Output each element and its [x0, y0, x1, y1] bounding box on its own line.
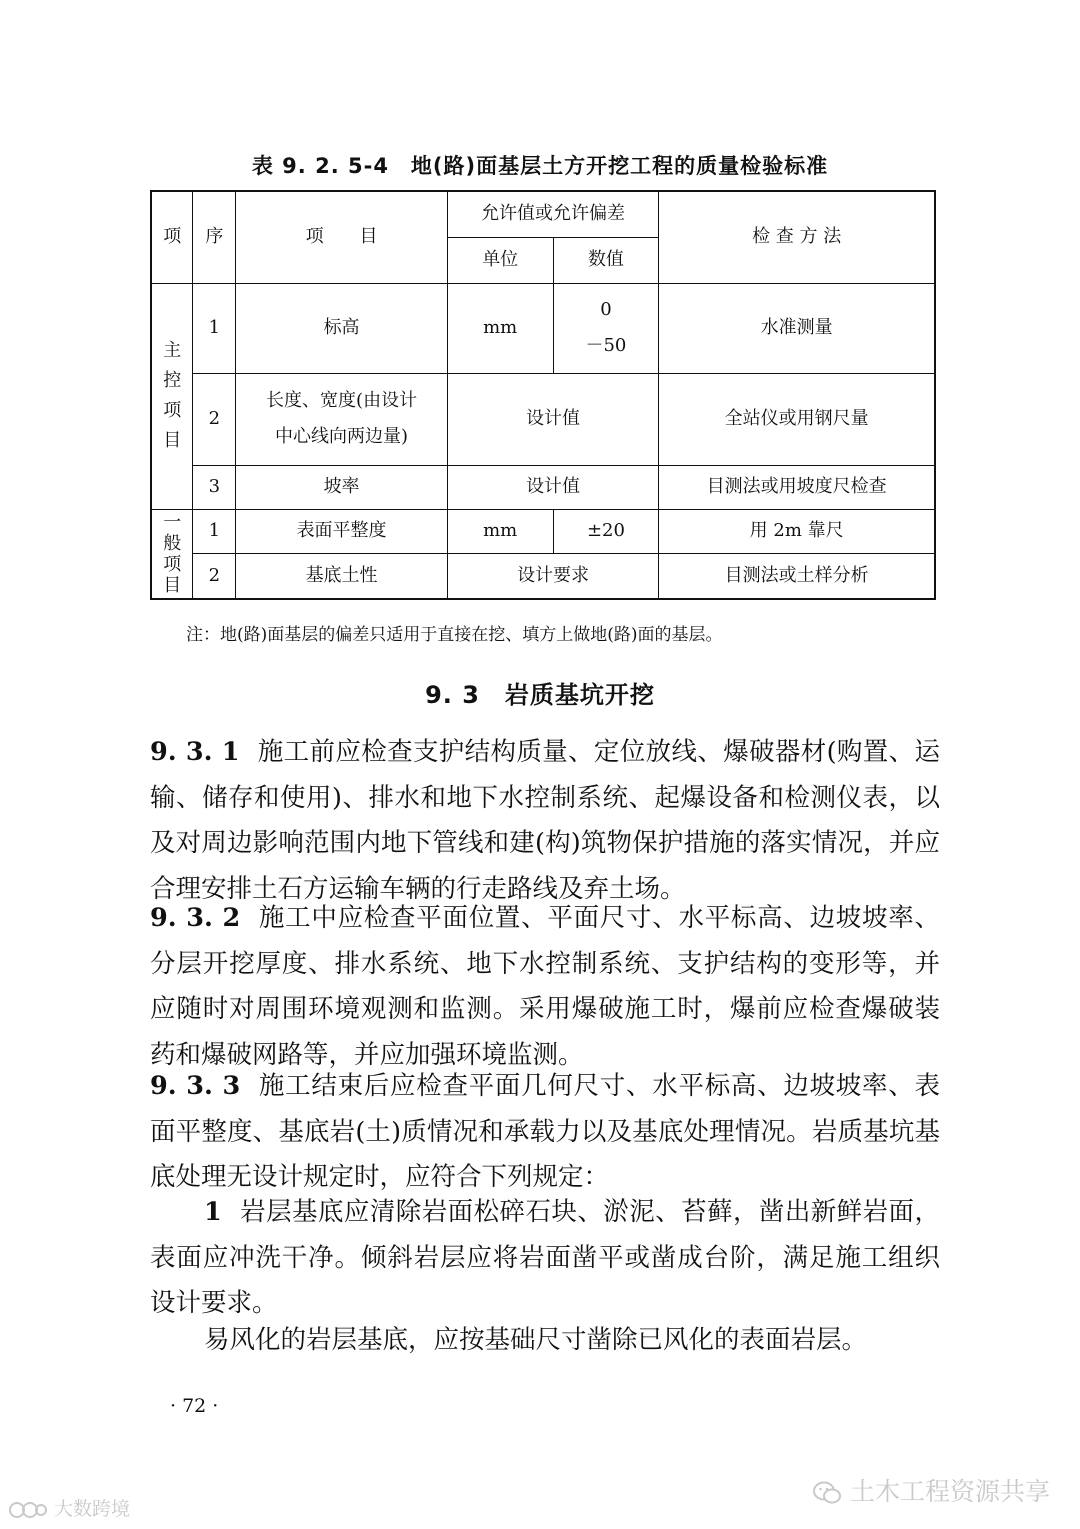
table-cell-item: 坡率 — [236, 465, 448, 509]
item-text: 易风化的岩层基底，应按基础尺寸凿除已风化的表面岩层。 — [204, 1325, 868, 1355]
table-note: 注：地(路)面基层的偏差只适用于直接在挖、填方上做地(路)面的基层。 — [186, 625, 723, 645]
clause-number: 9. 3. 1 — [150, 737, 240, 767]
clause-text: 施工中应检查平面位置、平面尺寸、水平标高、边坡坡率、分层开挖厚度、排水系统、地下水控制系统、支护结构的变形等，并应随时对周围环境观测和监测。采用爆破施工时，爆前应检查爆破装药和爆破网路等，并应加强环境监测。 — [150, 903, 940, 1070]
table-cell-value — [553, 283, 659, 373]
watermark-left-text: 大数跨境 — [54, 1498, 131, 1520]
group-general — [151, 509, 193, 599]
table-cell-method: 用 2m 靠尺 — [659, 509, 935, 553]
table-cell-method: 全站仪或用钢尺量 — [659, 373, 935, 465]
clause-text: 施工结束后应检查平面几何尺寸、水平标高、边坡坡率、表面平整度、基底岩(土)质情况和承载力以及基底处理情况。岩质基坑基底处理无设计规定时，应符合下列规定： — [150, 1071, 940, 1192]
item-text: 岩层基底应清除岩面松碎石块、淤泥、苔藓，凿出新鲜岩面，表面应冲洗干净。倾斜岩层应将岩面凿平或凿成台阶，满足施工组织设计要求。 — [150, 1197, 940, 1318]
paragraph-9-3-1 — [150, 730, 940, 912]
table-cell-method: 水准测量 — [659, 283, 935, 373]
table-cell-seq: 3 — [193, 465, 236, 509]
wechat-icon — [812, 1480, 842, 1506]
watermark-right — [812, 1472, 1050, 1508]
group-main-label: 主控项目 — [163, 340, 182, 451]
table-cell-item: 标高 — [236, 283, 448, 373]
clause-text: 施工前应检查支护结构质量、定位放线、爆破器材(购置、运输、储存和使用)、排水和地下水控制系统、起爆设备和检测仪表，以及对周边影响范围内地下管线和建(构)筑物保护措施的落实情况，并应合理安排土石方运输车辆的行走路线及弃土场。 — [150, 737, 940, 904]
page-number: · 72 · — [170, 1395, 219, 1417]
table-cell-item: 基底土性 — [236, 553, 448, 599]
value-lower: －50 — [585, 335, 627, 356]
header-unit: 单位 — [447, 237, 553, 283]
paragraph-9-3-3 — [150, 1064, 940, 1201]
header-allowance: 允许值或允许偏差 — [447, 191, 659, 237]
clause-number: 9. 3. 2 — [150, 903, 241, 933]
table-title: 表 9. 2. 5-4 地(路)面基层土方开挖工程的质量检验标准 — [251, 154, 829, 178]
item-line-2: 中心线向两边量) — [275, 426, 409, 447]
value-upper: 0 — [600, 299, 612, 320]
table-cell-combined: 设计值 — [447, 373, 659, 465]
table-cell-method: 目测法或用坡度尺检查 — [659, 465, 935, 509]
logo-icon — [8, 1500, 48, 1520]
paragraph-item-1-cont — [150, 1318, 940, 1364]
table-cell-item — [236, 373, 448, 465]
watermark-right-text: 土木工程资源共享 — [849, 1477, 1050, 1506]
header-category: 项 — [151, 191, 193, 283]
paragraph-9-3-2 — [150, 896, 940, 1078]
table-cell-combined: 设计值 — [447, 465, 659, 509]
table-cell-unit: mm — [447, 283, 553, 373]
item-number: 1 — [204, 1197, 222, 1227]
section-title: 9. 3 岩质基坑开挖 — [425, 681, 655, 709]
table-cell-seq: 2 — [193, 553, 236, 599]
header-seq: 序 — [193, 191, 236, 283]
watermark-left — [8, 1494, 130, 1521]
table-cell-item: 表面平整度 — [236, 509, 448, 553]
group-general-label: 一般项目 — [163, 511, 182, 596]
table-cell-combined: 设计要求 — [447, 553, 659, 599]
table-cell-seq: 2 — [193, 373, 236, 465]
group-main — [151, 283, 193, 509]
table-cell-unit: mm — [447, 509, 553, 553]
table-cell-seq: 1 — [193, 509, 236, 553]
clause-number: 9. 3. 3 — [150, 1071, 241, 1101]
quality-standard-table — [150, 190, 936, 600]
paragraph-item-1 — [150, 1190, 940, 1327]
table-cell-value: ±20 — [553, 509, 659, 553]
header-value: 数值 — [553, 237, 659, 283]
item-line-1: 长度、宽度(由设计 — [266, 390, 418, 411]
table-cell-seq: 1 — [193, 283, 236, 373]
header-method: 检 查 方 法 — [659, 191, 935, 283]
table-cell-method: 目测法或土样分析 — [659, 553, 935, 599]
header-item: 项 目 — [236, 191, 448, 283]
